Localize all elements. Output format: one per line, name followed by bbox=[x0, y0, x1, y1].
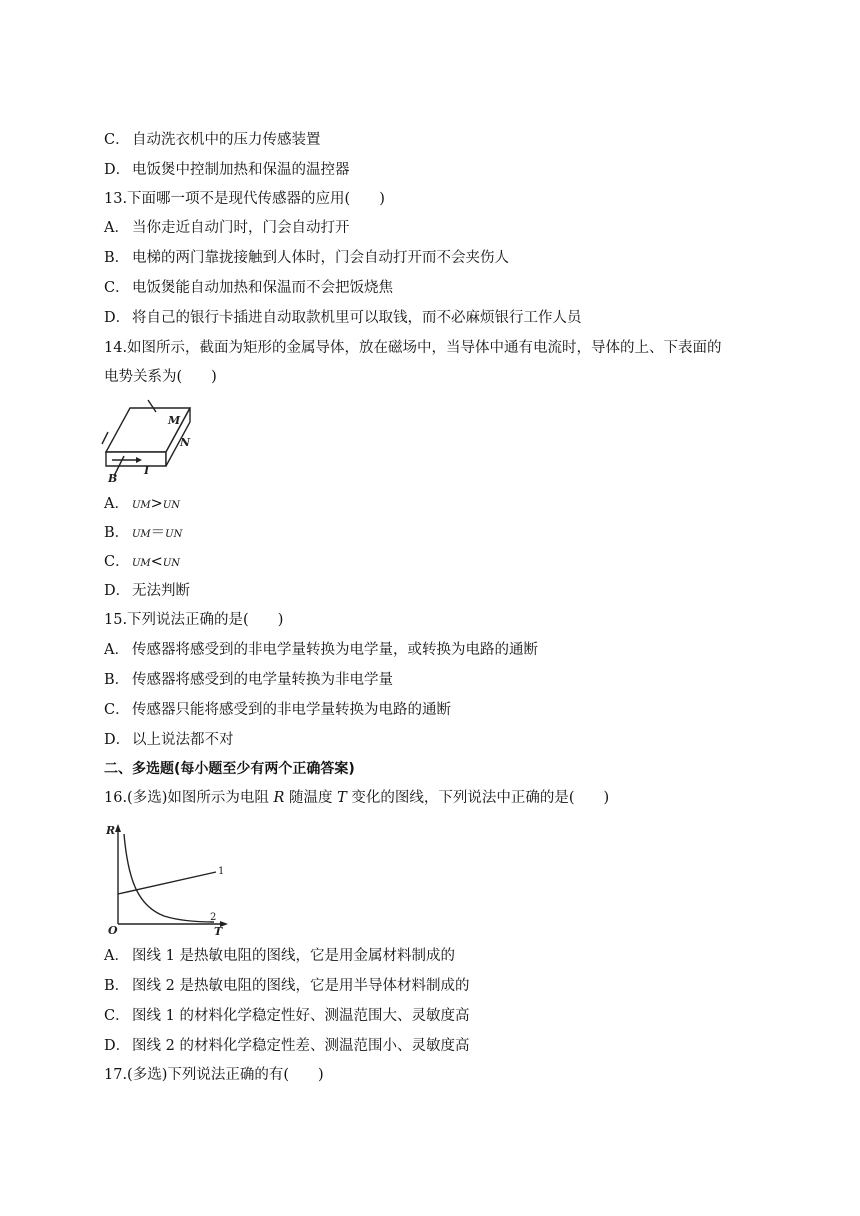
option-label: B． bbox=[104, 978, 130, 994]
q15-option-c bbox=[104, 700, 451, 720]
option-label: B． bbox=[104, 672, 130, 688]
u-m: UM bbox=[132, 500, 151, 511]
u-n: UN bbox=[162, 558, 181, 569]
option-text: 将自己的银行卡插进自动取款机里可以取钱，而不必麻烦银行工作人员 bbox=[132, 310, 582, 326]
q14-option-d bbox=[104, 581, 190, 601]
relation: > bbox=[150, 496, 163, 512]
label-n: N bbox=[180, 436, 191, 449]
option-text: 传感器只能将感受到的非电学量转换为电路的通断 bbox=[132, 702, 451, 718]
option-label: A． bbox=[104, 496, 129, 512]
relation: < bbox=[150, 554, 163, 570]
option-label: A． bbox=[104, 948, 129, 964]
option-label: D． bbox=[104, 583, 131, 599]
q12-option-d bbox=[104, 160, 350, 180]
option-text: 图线 2 是热敏电阻的图线，它是用半导体材料制成的 bbox=[132, 978, 470, 994]
section-heading: 二、多选题(每小题至少有两个正确答案) bbox=[104, 761, 355, 777]
option-text: 图线 2 的材料化学稳定性差、测温范围小、灵敏度高 bbox=[132, 1038, 470, 1054]
q15-option-d bbox=[104, 730, 234, 750]
u-n: UN bbox=[165, 529, 183, 540]
option-text: 以上说法都不对 bbox=[132, 732, 234, 748]
q13-option-b bbox=[104, 248, 509, 268]
q13-option-c bbox=[104, 278, 393, 298]
option-text: 传感器将感受到的电学量转换为非电学量 bbox=[132, 672, 393, 688]
q16-graph bbox=[104, 820, 234, 938]
option-text: 传感器将感受到的非电学量转换为电学量，或转换为电路的通断 bbox=[132, 642, 538, 658]
q14-option-c bbox=[104, 552, 180, 574]
option-text: 电饭煲中控制加热和保温的温控器 bbox=[132, 162, 350, 178]
u-m: UM bbox=[132, 529, 151, 540]
line2-label: 2 bbox=[210, 912, 217, 923]
option-label: C． bbox=[104, 132, 130, 148]
option-text: 图线 1 的材料化学稳定性好、测温范围大、灵敏度高 bbox=[132, 1008, 470, 1024]
q14-option-b bbox=[104, 523, 182, 545]
option-text: 当你走近自动门时，门会自动打开 bbox=[132, 220, 350, 236]
q14-figure bbox=[100, 396, 200, 488]
option-text: 电梯的两门靠拢接触到人体时，门会自动打开而不会夹伤人 bbox=[132, 250, 509, 266]
u-m: UM bbox=[132, 558, 151, 569]
var-r: R bbox=[273, 790, 285, 806]
axis-x-label: T bbox=[214, 925, 223, 938]
q16-option-c bbox=[104, 1006, 469, 1026]
option-label: B． bbox=[104, 525, 130, 541]
option-label: C． bbox=[104, 280, 130, 296]
option-label: D． bbox=[104, 732, 131, 748]
option-label: D． bbox=[104, 310, 131, 326]
option-label: D． bbox=[104, 162, 131, 178]
q16-option-d bbox=[104, 1036, 469, 1056]
option-label: A． bbox=[104, 220, 129, 236]
axis-y-label: R bbox=[106, 824, 116, 837]
var-t: T bbox=[337, 790, 347, 806]
q14-option-a bbox=[104, 494, 180, 516]
q13-stem: 13.下面哪一项不是现代传感器的应用( ) bbox=[104, 191, 385, 207]
option-label: A． bbox=[104, 642, 129, 658]
option-label: C． bbox=[104, 1008, 130, 1024]
q13-option-a bbox=[104, 218, 350, 238]
q13-option-d bbox=[104, 308, 582, 328]
q16-option-a bbox=[104, 946, 455, 966]
stem-part: 随温度 bbox=[284, 790, 338, 806]
label-m: M bbox=[168, 414, 181, 427]
relation: ＝ bbox=[150, 525, 166, 541]
option-text: 无法判断 bbox=[132, 583, 190, 599]
option-label: B． bbox=[104, 250, 130, 266]
line1-label: 1 bbox=[218, 866, 225, 877]
option-text: 自动洗衣机中的压力传感装置 bbox=[132, 132, 321, 148]
label-i: I bbox=[144, 464, 150, 477]
option-text: 电饭煲能自动加热和保温而不会把饭烧焦 bbox=[132, 280, 393, 296]
option-label: D． bbox=[104, 1038, 131, 1054]
origin-label: O bbox=[108, 924, 118, 937]
q14-stem-line2: 电势关系为( ) bbox=[104, 369, 217, 385]
q16-stem bbox=[104, 788, 609, 808]
q16-option-b bbox=[104, 976, 469, 996]
stem-part: 16.(多选)如图所示为电阻 bbox=[104, 790, 274, 806]
q14-stem-line1: 14.如图所示，截面为矩形的金属导体，放在磁场中，当导体中通有电流时，导体的上、下表面的 bbox=[104, 340, 722, 356]
q12-option-c bbox=[104, 130, 321, 150]
option-label: C． bbox=[104, 554, 130, 570]
q15-stem: 15.下列说法正确的是( ) bbox=[104, 612, 284, 628]
q17-stem: 17.(多选)下列说法正确的有( ) bbox=[104, 1067, 324, 1083]
label-b: B bbox=[108, 472, 118, 485]
option-text: 图线 1 是热敏电阻的图线，它是用金属材料制成的 bbox=[132, 948, 455, 964]
option-label: C． bbox=[104, 702, 130, 718]
u-n: UN bbox=[162, 500, 181, 511]
q15-option-b bbox=[104, 670, 393, 690]
q15-option-a bbox=[104, 640, 538, 660]
stem-part: 变化的图线，下列说法中正确的是( ) bbox=[346, 790, 610, 806]
